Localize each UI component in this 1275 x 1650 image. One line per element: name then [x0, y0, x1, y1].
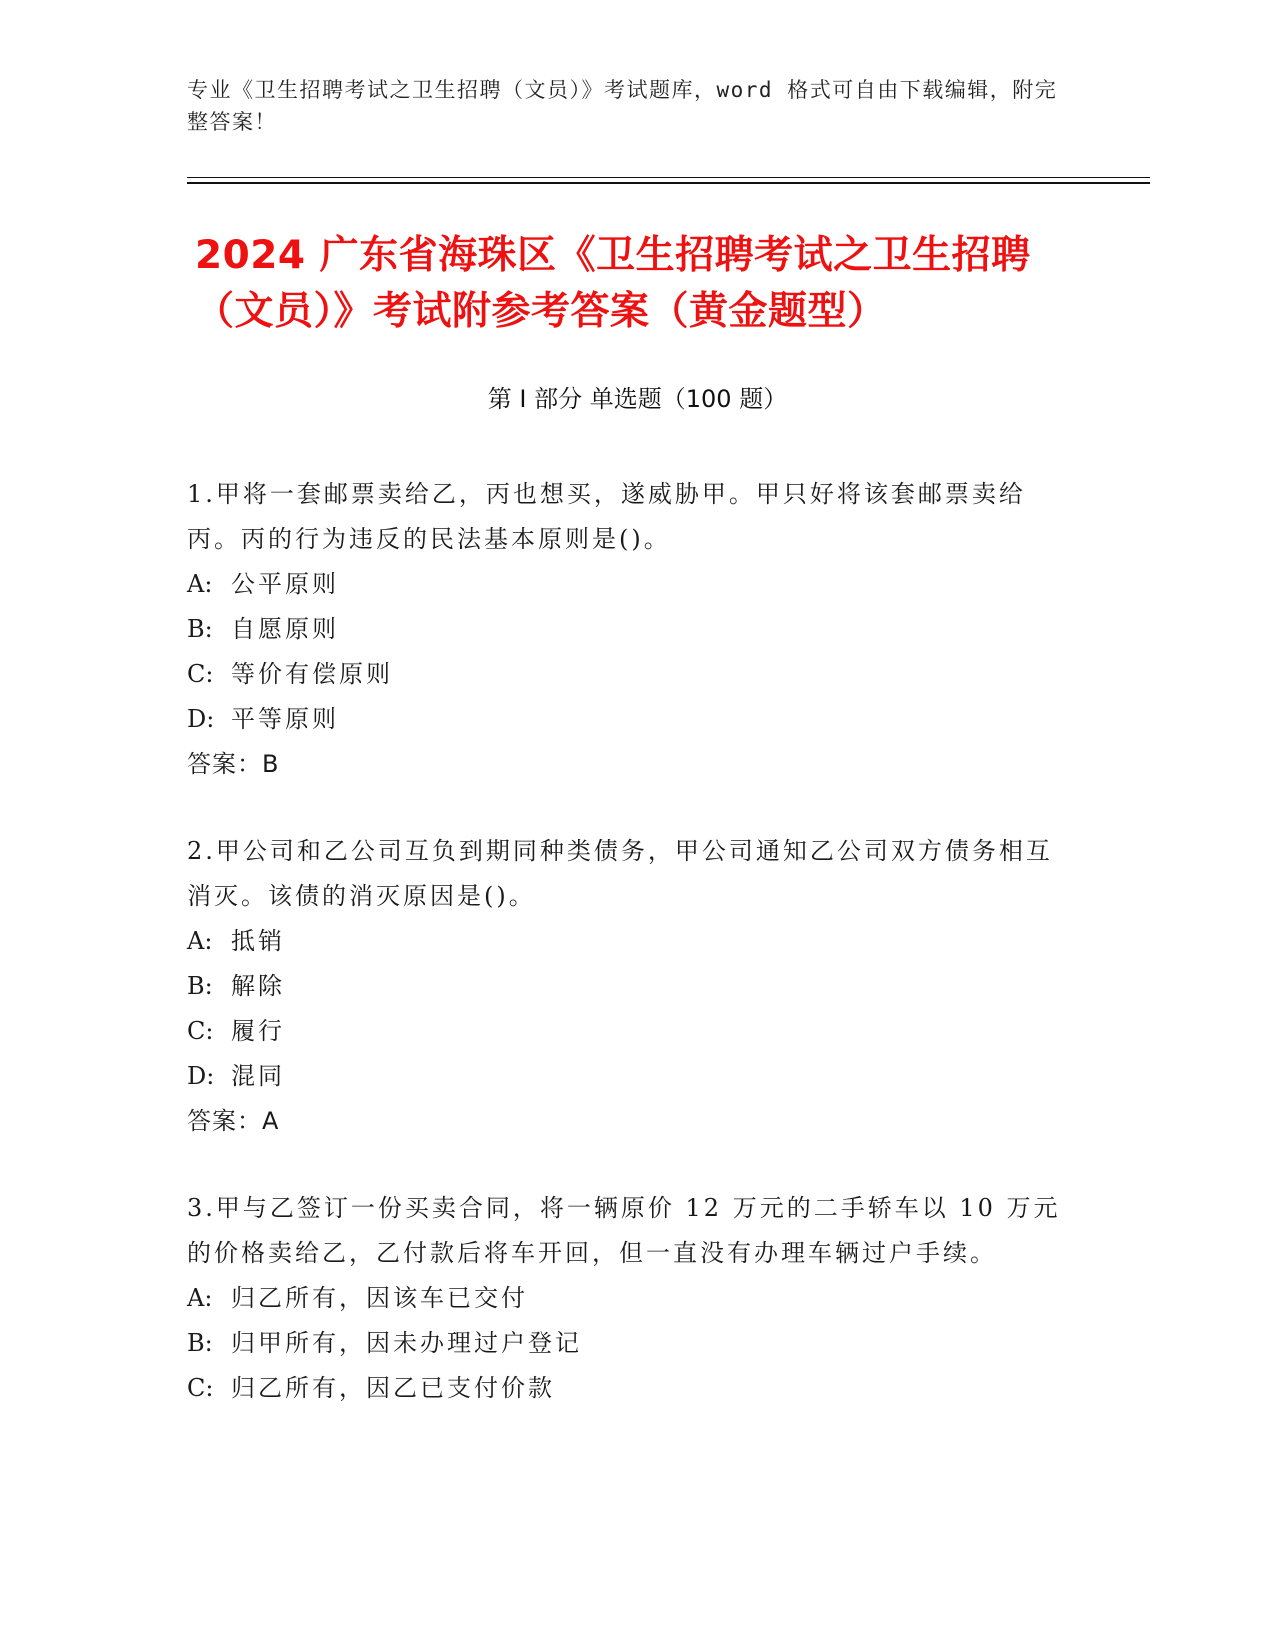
section-heading: 第 I 部分 单选题（100 题）	[487, 385, 788, 413]
option-c	[187, 1366, 1067, 1411]
header-divider-thick	[187, 182, 1150, 184]
option-a	[187, 1276, 1067, 1321]
option-text: 混同	[231, 1062, 285, 1090]
option-letter: D:	[187, 1062, 215, 1090]
question-stem: 1.甲将一套邮票卖给乙，丙也想买，遂威胁甲。甲只好将该套邮票卖给丙。丙的行为违反的民法基本原则是()。	[187, 480, 1026, 553]
question-2	[187, 829, 1067, 1144]
option-letter: B:	[187, 1329, 213, 1357]
option-text: 归乙所有，因该车已交付	[231, 1284, 528, 1312]
option-text: 公平原则	[231, 570, 339, 598]
option-d	[187, 1054, 1067, 1099]
option-letter: B:	[187, 972, 213, 1000]
answer-line: 答案：B	[187, 750, 280, 778]
question-stem: 2.甲公司和乙公司互负到期同种类债务，甲公司通知乙公司双方债务相互消灭。该债的消灭原因是()。	[187, 837, 1053, 910]
option-letter: D:	[187, 705, 215, 733]
document-title: 2024 广东省海珠区《卫生招聘考试之卫生招聘（文员）》考试附参考答案（黄金题型）	[195, 233, 1031, 334]
header-divider-thin	[187, 177, 1150, 178]
option-c	[187, 652, 1067, 697]
question-1	[187, 472, 1067, 787]
option-letter: A:	[187, 570, 213, 598]
option-text: 等价有偿原则	[231, 660, 393, 688]
option-text: 平等原则	[231, 705, 339, 733]
option-text: 归甲所有，因未办理过户登记	[231, 1329, 582, 1357]
header-note: 专业《卫生招聘考试之卫生招聘（文员）》考试题库，word 格式可自由下载编辑，附完整答案！	[187, 78, 1058, 134]
question-list	[187, 472, 1067, 1453]
option-letter: A:	[187, 927, 213, 955]
option-text: 抵销	[231, 927, 285, 955]
option-text: 自愿原则	[231, 615, 339, 643]
option-letter: C:	[187, 660, 214, 688]
option-text: 归乙所有，因乙已支付价款	[231, 1374, 555, 1402]
question-3	[187, 1186, 1067, 1411]
option-text: 履行	[231, 1017, 285, 1045]
option-b	[187, 607, 1067, 652]
answer-line: 答案：A	[187, 1107, 280, 1135]
question-stem: 3.甲与乙签订一份买卖合同，将一辆原价 12 万元的二手轿车以 10 万元的价格卖给乙，乙付款后将车开回，但一直没有办理车辆过户手续。	[187, 1194, 1061, 1267]
option-a	[187, 919, 1067, 964]
option-letter: C:	[187, 1017, 214, 1045]
option-letter: A:	[187, 1284, 213, 1312]
option-b	[187, 964, 1067, 1009]
option-text: 解除	[231, 972, 285, 1000]
option-d	[187, 697, 1067, 742]
option-c	[187, 1009, 1067, 1054]
option-letter: B:	[187, 615, 213, 643]
option-letter: C:	[187, 1374, 214, 1402]
option-a	[187, 562, 1067, 607]
option-b	[187, 1321, 1067, 1366]
